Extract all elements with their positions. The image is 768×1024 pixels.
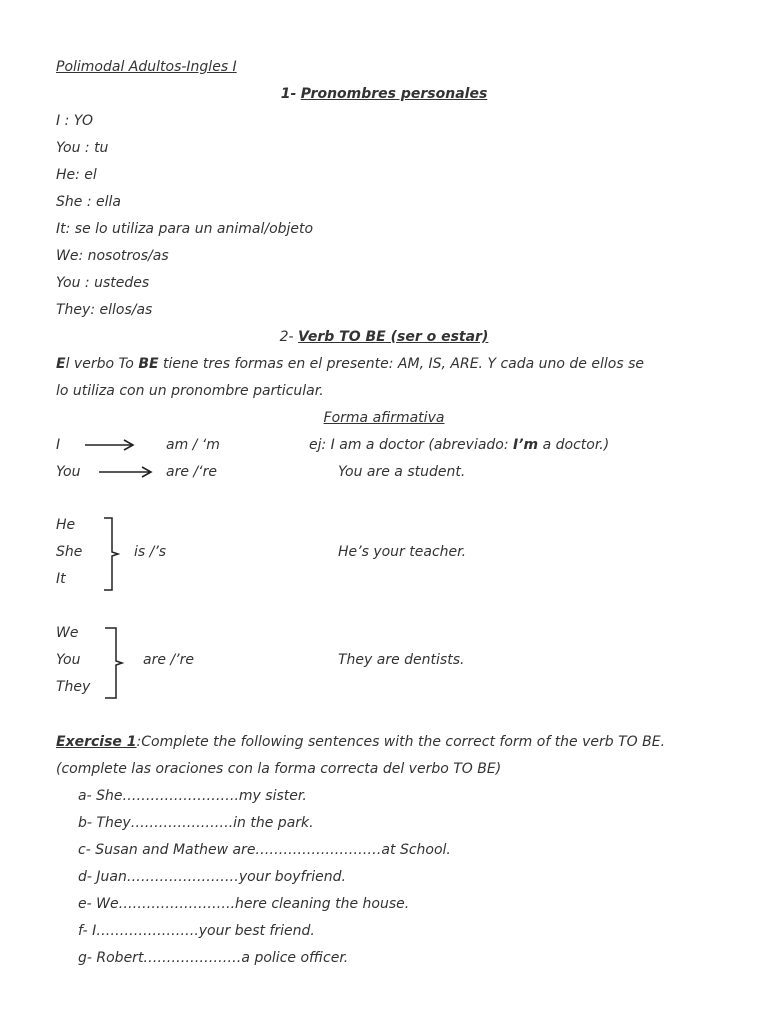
- exercise-item: d- Juan……………………your boyfriend.: [78, 869, 346, 885]
- example-they: They are dentists.: [338, 652, 465, 668]
- section-2-heading: [0, 328, 768, 346]
- exercise-item: g- Robert…………………a police officer.: [78, 950, 349, 966]
- intro-line-1: [56, 355, 644, 373]
- section-2-title: Verb TO BE (ser o estar): [298, 329, 489, 345]
- form-is: is /’s: [134, 544, 167, 560]
- example-bold: I’m: [513, 437, 539, 453]
- exercise-item: f- I………………….your best friend.: [78, 923, 315, 939]
- intro-initial: E: [56, 356, 66, 372]
- pronoun-it: It: [56, 571, 66, 587]
- exercise-item: a- She…………………….my sister.: [78, 788, 307, 804]
- pronoun-line: They: ellos/as: [56, 302, 153, 318]
- exercise-item: b- They………………….in the park.: [78, 815, 314, 831]
- form-are: are /‘re: [166, 464, 217, 480]
- section-1-number: 1-: [280, 86, 297, 102]
- pronoun-line: She : ella: [56, 194, 121, 210]
- example-he: He’s your teacher.: [338, 544, 467, 560]
- exercise-instruction-text: :Complete the following sentences with the correct form of the verb TO BE.: [136, 734, 666, 750]
- intro-bold: BE: [138, 356, 159, 372]
- intro-line-2: lo utiliza con un pronombre particular.: [56, 383, 324, 399]
- example-text: ej: I am a doctor (abreviado:: [309, 437, 514, 453]
- example-i: [309, 436, 609, 454]
- subtitle-forma-afirmativa: Forma afirmativa: [323, 410, 445, 426]
- right-arrow-icon: [98, 464, 154, 480]
- section-2-number: 2-: [279, 329, 294, 345]
- exercise-item: c- Susan and Mathew are………………………at School.: [78, 842, 451, 858]
- pronoun-line: I : YO: [56, 113, 94, 129]
- pronoun-line: He: el: [56, 167, 97, 183]
- pronoun-you: You: [56, 464, 81, 480]
- form-are-plural: are /’re: [143, 652, 194, 668]
- pronoun-he: He: [56, 517, 76, 533]
- example-you: You are a student.: [338, 464, 466, 480]
- right-arrow-icon: [84, 437, 136, 453]
- bracket-icon: [100, 516, 124, 592]
- exercise-instruction: [56, 733, 665, 751]
- form-am: am / ‘m: [166, 437, 220, 453]
- pronoun-we: We: [56, 625, 79, 641]
- pronoun-you-plural: You: [56, 652, 81, 668]
- section-1-title: Pronombres personales: [300, 86, 488, 102]
- pronoun-she: She: [56, 544, 83, 560]
- document-header: Polimodal Adultos-Ingles I: [56, 59, 237, 75]
- exercise-label: Exercise 1: [56, 734, 137, 750]
- exercise-instruction-es: (complete las oraciones con la forma correcta del verbo TO BE): [56, 761, 502, 777]
- example-text: a doctor.): [538, 437, 610, 453]
- exercise-item: e- We…………………….here cleaning the house.: [78, 896, 410, 912]
- pronoun-line: It: se lo utiliza para un animal/objeto: [56, 221, 314, 237]
- pronoun-line: We: nosotros/as: [56, 248, 169, 264]
- intro-text: l verbo To: [65, 356, 139, 372]
- pronoun-line: You : tu: [56, 140, 109, 156]
- section-1-heading: [0, 85, 768, 103]
- pronoun-they: They: [56, 679, 91, 695]
- pronoun-line: You : ustedes: [56, 275, 150, 291]
- intro-text: tiene tres formas en el presente: AM, IS, ARE. Y cada uno de ellos se: [158, 356, 644, 372]
- pronoun-i: I: [56, 437, 61, 453]
- bracket-icon: [104, 626, 128, 700]
